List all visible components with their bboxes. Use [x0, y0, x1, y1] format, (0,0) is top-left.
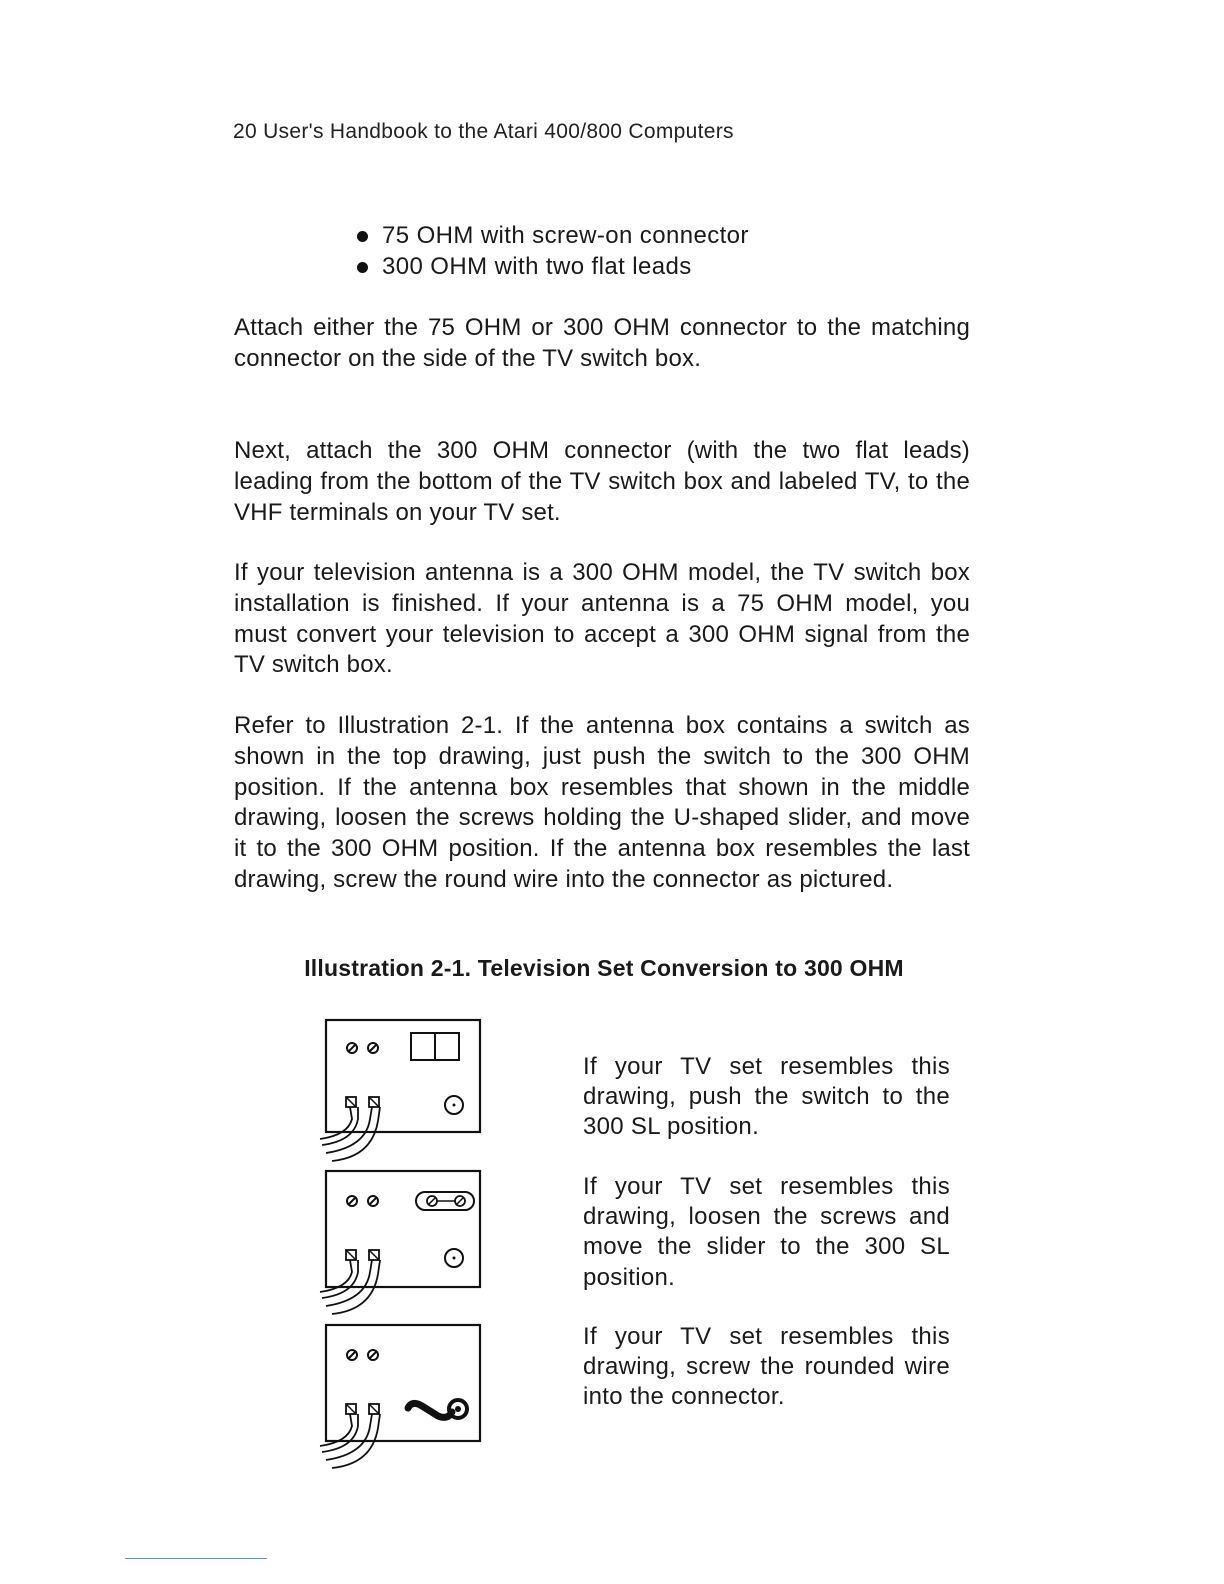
screw-icon	[347, 1196, 378, 1206]
slider-drawing-description: If your TV set resembles this drawing, loosen the screws and move the slider to the 300 SL position.	[583, 1173, 950, 1291]
illustration-caption: Illustration 2-1. Television Set Conversion to 300 OHM	[304, 955, 904, 981]
paragraph-antenna-model: If your television antenna is a 300 OHM model, the TV switch box installation is finished. If your antenna is a 75 OHM model, you must convert your television to accept a 300 OHM signal from the TV switch box.	[234, 559, 970, 679]
screw-icon	[347, 1043, 378, 1053]
tv-box-switch-drawing	[310, 1015, 490, 1165]
running-head: 20 User's Handbook to the Atari 400/800 Computers	[233, 120, 734, 143]
tv-box-slider-drawing	[310, 1168, 490, 1318]
list-item: 300 OHM with two flat leads	[355, 251, 749, 282]
switch-drawing-description: If your TV set resembles this drawing, push the switch to the 300 SL position.	[583, 1053, 950, 1141]
terminal-leads-icon	[320, 1097, 380, 1161]
slider-icon	[416, 1192, 474, 1210]
paragraph-refer-illustration: Refer to Illustration 2-1. If the antenna box contains a switch as shown in the top drawing, just push the switch to the 300 OHM position. If the antenna box resembles that shown in the middle drawing, loosen the screws holding the U-shaped slider, and move it to the 300 OHM position. If the antenna box resembles the last drawing, screw the round wire into the connector as pictured.	[234, 712, 970, 893]
paragraph-attach-vhf: Next, attach the 300 OHM connector (with the two flat leads) leading from the bottom of the TV switch box and labeled TV, to the VHF terminals on your TV set.	[234, 437, 970, 526]
footer-rule	[125, 1558, 267, 1559]
terminal-leads-icon	[320, 1404, 380, 1468]
terminal-leads-icon	[320, 1250, 380, 1314]
rounded-wire-drawing-description: If your TV set resembles this drawing, screw the rounded wire into the connector.	[583, 1323, 950, 1411]
screw-icon	[347, 1350, 378, 1360]
switch-icon	[411, 1033, 459, 1060]
connector-bullet-list	[355, 220, 749, 282]
tv-box-rounded-wire-drawing	[310, 1320, 490, 1470]
rounded-wire-icon	[408, 1400, 467, 1418]
bullet-icon	[357, 262, 368, 273]
list-item: 75 OHM with screw-on connector	[355, 220, 749, 251]
bullet-icon	[357, 231, 368, 242]
paragraph-attach-connector: Attach either the 75 OHM or 300 OHM connector to the matching connector on the side of the TV switch box.	[234, 314, 970, 372]
